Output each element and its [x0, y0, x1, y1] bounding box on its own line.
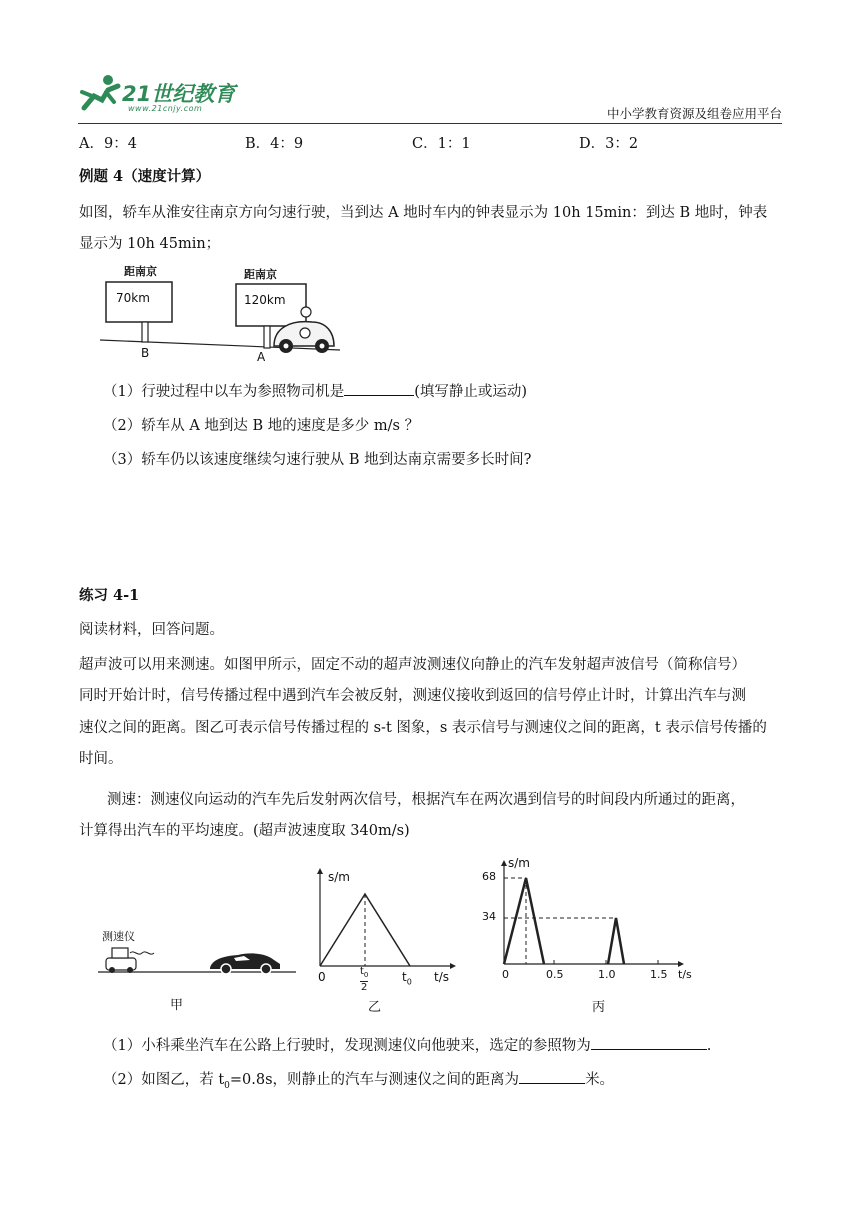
practice-p1-line2: 同时开始计时，信号传播过程中遇到汽车会被反射，测速仪接收到返回的信号停止计时，计算出汽车与测: [79, 688, 746, 704]
example4-para2: 显示为 10h 45min；: [79, 236, 221, 252]
logo: [78, 70, 248, 116]
bing-xtick-05: 0.5: [546, 968, 564, 981]
bing-xtick-10: 1.0: [598, 968, 616, 981]
option-c: C．1：1: [412, 136, 471, 152]
practice-intro: 阅读材料，回答问题。: [79, 622, 224, 638]
sports-car-icon: [210, 953, 280, 974]
practice-p1-line3: 速仪之间的距离。图乙可表示信号传播过程的 s-t 图象，s 表示信号与测速仪之间的距离，t 表示信号传播的: [79, 720, 767, 736]
option-a: A．9：4: [79, 136, 137, 152]
practice-title: 练习 4-1: [79, 587, 140, 604]
road-sign-figure: [100, 262, 340, 372]
practice-p1-line4: 时间。: [79, 751, 123, 767]
yi-origin: 0: [318, 970, 326, 984]
answer-blank[interactable]: [591, 1035, 707, 1050]
bing-ylabel: s/m: [508, 856, 530, 870]
bing-ytick-68: 68: [482, 870, 496, 883]
example4-q3: （3）轿车仍以该速度继续匀速行驶从 B 地到达南京需要多长时间?: [103, 452, 532, 468]
figure-bing: [480, 856, 700, 1016]
point-b-label: B: [141, 346, 150, 360]
caption-bing: 丙: [592, 1000, 606, 1015]
yi-t-half: $t_0$ 2: [360, 966, 369, 993]
yi-ylabel: s/m: [328, 870, 350, 884]
header-divider: [78, 123, 782, 124]
point-a-label: A: [257, 350, 266, 364]
figure-jia: [98, 920, 298, 1013]
example4-q2: （2）轿车从 A 地到达 B 地的速度是多少 m/s ？: [103, 418, 420, 434]
example4-para1: 如图，轿车从淮安往南京方向匀速行驶，当到达 A 地时车内的钟表显示为 10h 15min：到达 B 地时，钟表: [79, 205, 768, 221]
practice-p2-line1: 测速：测速仪向运动的汽车先后发射两次信号，根据汽车在两次遇到信号的时间段内所通过的距离，: [107, 792, 745, 808]
sign-a-label: 距南京: [244, 268, 277, 281]
bing-xlabel: t/s: [678, 968, 692, 981]
logo-url: www.21cnjy.com: [128, 104, 203, 113]
caption-yi: 乙: [368, 1000, 382, 1015]
runner-logo-icon: [78, 72, 124, 114]
figure-yi: [310, 866, 460, 1016]
practice-q1: （1）小科乘坐汽车在公路上行驶时，发现测速仪向他驶来，选定的参照物为 .: [103, 1034, 711, 1055]
practice-p2-line2: 计算得出汽车的平均速度。(超声波速度取 340m/s): [79, 823, 410, 839]
answer-blank[interactable]: [344, 381, 414, 396]
answer-blank[interactable]: [519, 1069, 585, 1084]
option-d: D．3：2: [579, 136, 639, 152]
sign-a-value: 120km: [244, 293, 286, 307]
example4-q1: （1）行驶过程中以车为参照物司机是 (填写静止或运动): [103, 380, 527, 401]
sign-b-value: 70km: [116, 291, 150, 305]
practice-p1-line1: 超声波可以用来测速。如图甲所示，固定不动的超声波测速仪向静止的汽车发射超声波信号（简称信号）: [79, 657, 746, 673]
bing-xtick-0: 0: [502, 968, 509, 981]
logo-title: 21世纪教育: [122, 82, 236, 106]
caption-jia: 甲: [170, 998, 184, 1013]
example4-title: 例题 4（速度计算）: [79, 168, 211, 185]
yi-t0: $t_0$: [402, 970, 412, 987]
practice-q2: （2）如图乙，若 $t_0=0.8s$，则静止的汽车与测速仪之间的距离为 米。: [103, 1068, 614, 1091]
bing-xtick-15: 1.5: [650, 968, 668, 981]
speed-detector-icon: [106, 948, 154, 973]
yi-xlabel: t/s: [434, 970, 449, 984]
platform-title: 中小学教育资源及组卷应用平台: [606, 106, 782, 121]
device-label: 测速仪: [102, 930, 135, 943]
bing-ytick-34: 34: [482, 910, 496, 923]
option-b: B．4：9: [245, 136, 304, 152]
sign-b-label: 距南京: [124, 265, 157, 278]
